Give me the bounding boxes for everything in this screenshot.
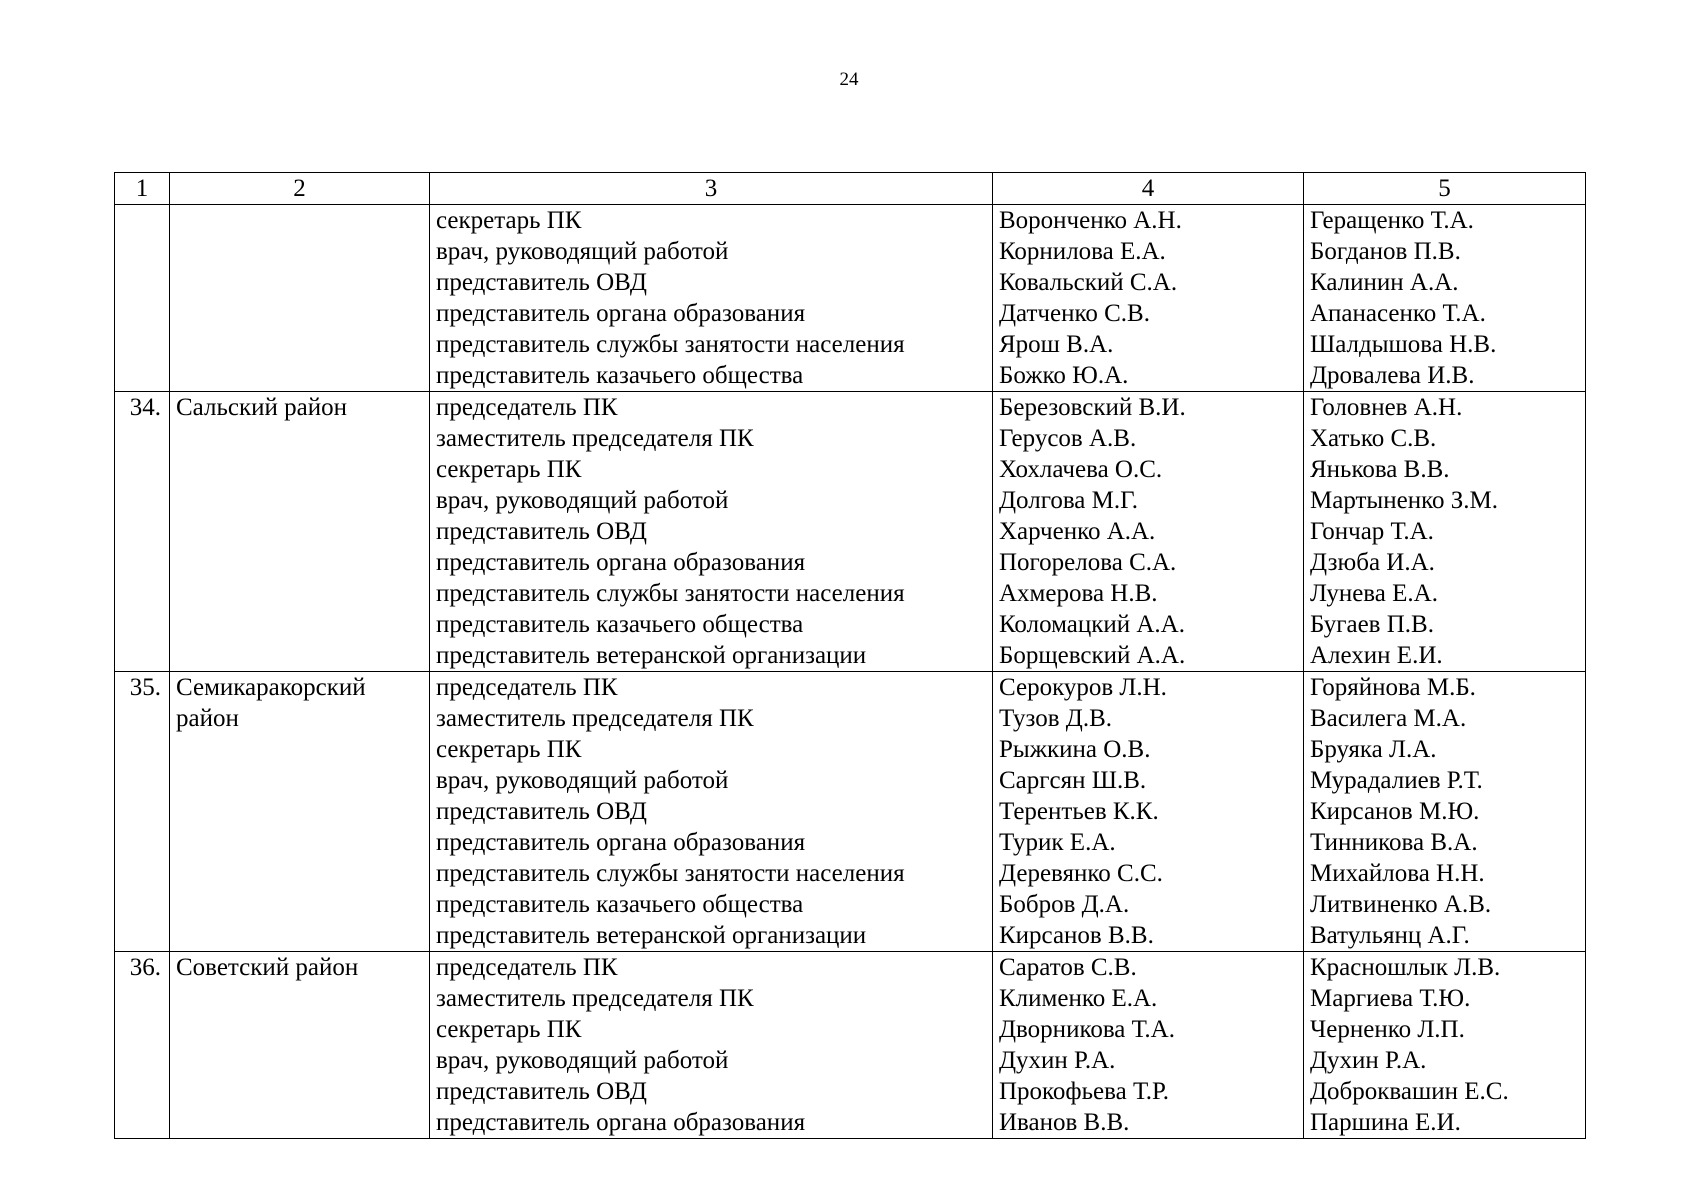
role-item: председатель ПК	[436, 954, 618, 981]
role-item: врач, руководящий работой	[436, 487, 729, 514]
reserve-name: Маргиева Т.Ю.	[1310, 985, 1471, 1012]
reserve-name: Богданов П.В.	[1310, 238, 1461, 265]
row-number: 36.	[115, 952, 170, 1139]
member-name: Саратов С.В.	[999, 954, 1137, 981]
members-cell	[993, 205, 1304, 392]
member-name: Хохлачева О.С.	[999, 456, 1163, 483]
reserve-name: Дзюба И.А.	[1310, 549, 1435, 576]
table-row	[115, 205, 1586, 392]
reserves-cell	[1304, 392, 1586, 672]
column-header-2: 2	[170, 173, 430, 205]
role-item: представитель службы занятости населения	[436, 580, 905, 607]
reserve-name: Черненко Л.П.	[1310, 1016, 1465, 1043]
reserve-name: Духин Р.А.	[1310, 1047, 1427, 1074]
reserves-cell	[1304, 672, 1586, 952]
district-name: Семикаракорский	[176, 674, 366, 701]
role-item: представитель казачьего общества	[436, 362, 804, 389]
reserve-name: Головнев А.Н.	[1310, 394, 1463, 421]
member-name: Духин Р.А.	[999, 1047, 1116, 1074]
member-name: Ярош В.А.	[999, 331, 1114, 358]
reserves-cell	[1304, 205, 1586, 392]
reserve-name: Мурадалиев Р.Т.	[1310, 767, 1483, 794]
reserve-name: Янькова В.В.	[1310, 456, 1450, 483]
member-name: Герусов А.В.	[999, 425, 1137, 452]
role-item: заместитель председателя ПК	[436, 425, 754, 452]
district-cell	[170, 205, 430, 392]
role-item: представитель ветеранской организации	[436, 922, 867, 949]
reserve-name: Тинникова В.А.	[1310, 829, 1478, 856]
member-name: Иванов В.В.	[999, 1109, 1130, 1136]
member-name: Терентьев К.К.	[999, 798, 1159, 825]
reserve-name: Лунева Е.А.	[1310, 580, 1438, 607]
member-name: Саргсян Ш.В.	[999, 767, 1147, 794]
role-item: секретарь ПК	[436, 1016, 582, 1043]
role-item: представитель ОВД	[436, 1078, 647, 1105]
reserve-name: Доброквашин Е.С.	[1310, 1078, 1509, 1105]
reserve-name: Бугаев П.В.	[1310, 611, 1434, 638]
members-cell	[993, 672, 1304, 952]
role-item: представитель казачьего общества	[436, 891, 804, 918]
member-name: Бобров Д.А.	[999, 891, 1130, 918]
member-name: Прокофьева Т.Р.	[999, 1078, 1169, 1105]
reserve-name: Шалдышова Н.В.	[1310, 331, 1497, 358]
member-name: Долгова М.Г.	[999, 487, 1139, 514]
members-cell	[993, 392, 1304, 672]
reserve-name: Гончар Т.А.	[1310, 518, 1434, 545]
member-name: Ахмерова Н.В.	[999, 580, 1158, 607]
row-number: 34.	[115, 392, 170, 672]
reserve-name: Кирсанов М.Ю.	[1310, 798, 1480, 825]
role-item: заместитель председателя ПК	[436, 705, 754, 732]
member-name: Харченко А.А.	[999, 518, 1156, 545]
member-name: Коломацкий А.А.	[999, 611, 1185, 638]
role-item: председатель ПК	[436, 394, 618, 421]
role-item: секретарь ПК	[436, 207, 582, 234]
role-item: представитель органа образования	[436, 300, 806, 327]
row-number	[115, 205, 170, 392]
members-cell	[993, 952, 1304, 1139]
member-name: Кирсанов В.В.	[999, 922, 1154, 949]
member-name: Березовский В.И.	[999, 394, 1186, 421]
reserve-name: Литвиненко А.В.	[1310, 891, 1492, 918]
role-item: представитель органа образования	[436, 1109, 806, 1136]
reserve-name: Ватульянц А.Г.	[1310, 922, 1470, 949]
commission-table	[114, 172, 1586, 1139]
reserve-name: Красношлык Л.В.	[1310, 954, 1501, 981]
role-item: представитель казачьего общества	[436, 611, 804, 638]
reserve-name: Михайлова Н.Н.	[1310, 860, 1485, 887]
district-cell	[170, 952, 430, 1139]
district-name: Советский район	[176, 954, 359, 981]
role-item: врач, руководящий работой	[436, 238, 729, 265]
reserve-name: Апанасенко Т.А.	[1310, 300, 1486, 327]
table-row	[115, 392, 1586, 672]
role-item: представитель службы занятости населения	[436, 331, 905, 358]
reserve-name: Дровалева И.В.	[1310, 362, 1475, 389]
member-name: Божко Ю.А.	[999, 362, 1129, 389]
table-body	[115, 205, 1586, 1139]
reserve-name: Горяйнова М.Б.	[1310, 674, 1476, 701]
roles-cell	[430, 672, 993, 952]
district-cell	[170, 672, 430, 952]
reserve-name: Паршина Е.И.	[1310, 1109, 1461, 1136]
district-cell	[170, 392, 430, 672]
column-header-3: 3	[430, 173, 993, 205]
table-row	[115, 672, 1586, 952]
member-name: Тузов Д.В.	[999, 705, 1113, 732]
member-name: Воронченко А.Н.	[999, 207, 1182, 234]
member-name: Дворникова Т.А.	[999, 1016, 1175, 1043]
district-name: Сальский район	[176, 394, 347, 421]
role-item: представитель службы занятости населения	[436, 860, 905, 887]
role-item: представитель ОВД	[436, 518, 647, 545]
member-name: Борщевский А.А.	[999, 642, 1186, 669]
column-header-1: 1	[115, 173, 170, 205]
role-item: секретарь ПК	[436, 456, 582, 483]
column-header-5: 5	[1304, 173, 1586, 205]
member-name: Деревянко С.С.	[999, 860, 1163, 887]
reserve-name: Калинин А.А.	[1310, 269, 1459, 296]
member-name: Турик Е.А.	[999, 829, 1116, 856]
reserve-name: Василега М.А.	[1310, 705, 1467, 732]
reserve-name: Бруяка Л.А.	[1310, 736, 1437, 763]
reserves-cell	[1304, 952, 1586, 1139]
role-item: заместитель председателя ПК	[436, 985, 754, 1012]
role-item: представитель органа образования	[436, 829, 806, 856]
member-name: Клименко Е.А.	[999, 985, 1158, 1012]
roles-cell	[430, 392, 993, 672]
district-name: район	[176, 705, 239, 732]
member-name: Корнилова Е.А.	[999, 238, 1166, 265]
role-item: врач, руководящий работой	[436, 767, 729, 794]
reserve-name: Геращенко Т.А.	[1310, 207, 1474, 234]
member-name: Серокуров Л.Н.	[999, 674, 1167, 701]
member-name: Рыжкина О.В.	[999, 736, 1151, 763]
member-name: Погорелова С.А.	[999, 549, 1177, 576]
reserve-name: Мартыненко З.М.	[1310, 487, 1498, 514]
reserve-name: Алехин Е.И.	[1310, 642, 1443, 669]
table-row	[115, 952, 1586, 1139]
role-item: представитель ОВД	[436, 798, 647, 825]
role-item: представитель ветеранской организации	[436, 642, 867, 669]
role-item: секретарь ПК	[436, 736, 582, 763]
member-name: Датченко С.В.	[999, 300, 1150, 327]
roles-cell	[430, 205, 993, 392]
column-header-4: 4	[993, 173, 1304, 205]
header-row	[115, 173, 1586, 205]
role-item: представитель ОВД	[436, 269, 647, 296]
member-name: Ковальский С.А.	[999, 269, 1178, 296]
roles-cell	[430, 952, 993, 1139]
row-number: 35.	[115, 672, 170, 952]
reserve-name: Хатько С.В.	[1310, 425, 1437, 452]
role-item: председатель ПК	[436, 674, 618, 701]
page-number: 24	[839, 69, 859, 90]
role-item: представитель органа образования	[436, 549, 806, 576]
role-item: врач, руководящий работой	[436, 1047, 729, 1074]
